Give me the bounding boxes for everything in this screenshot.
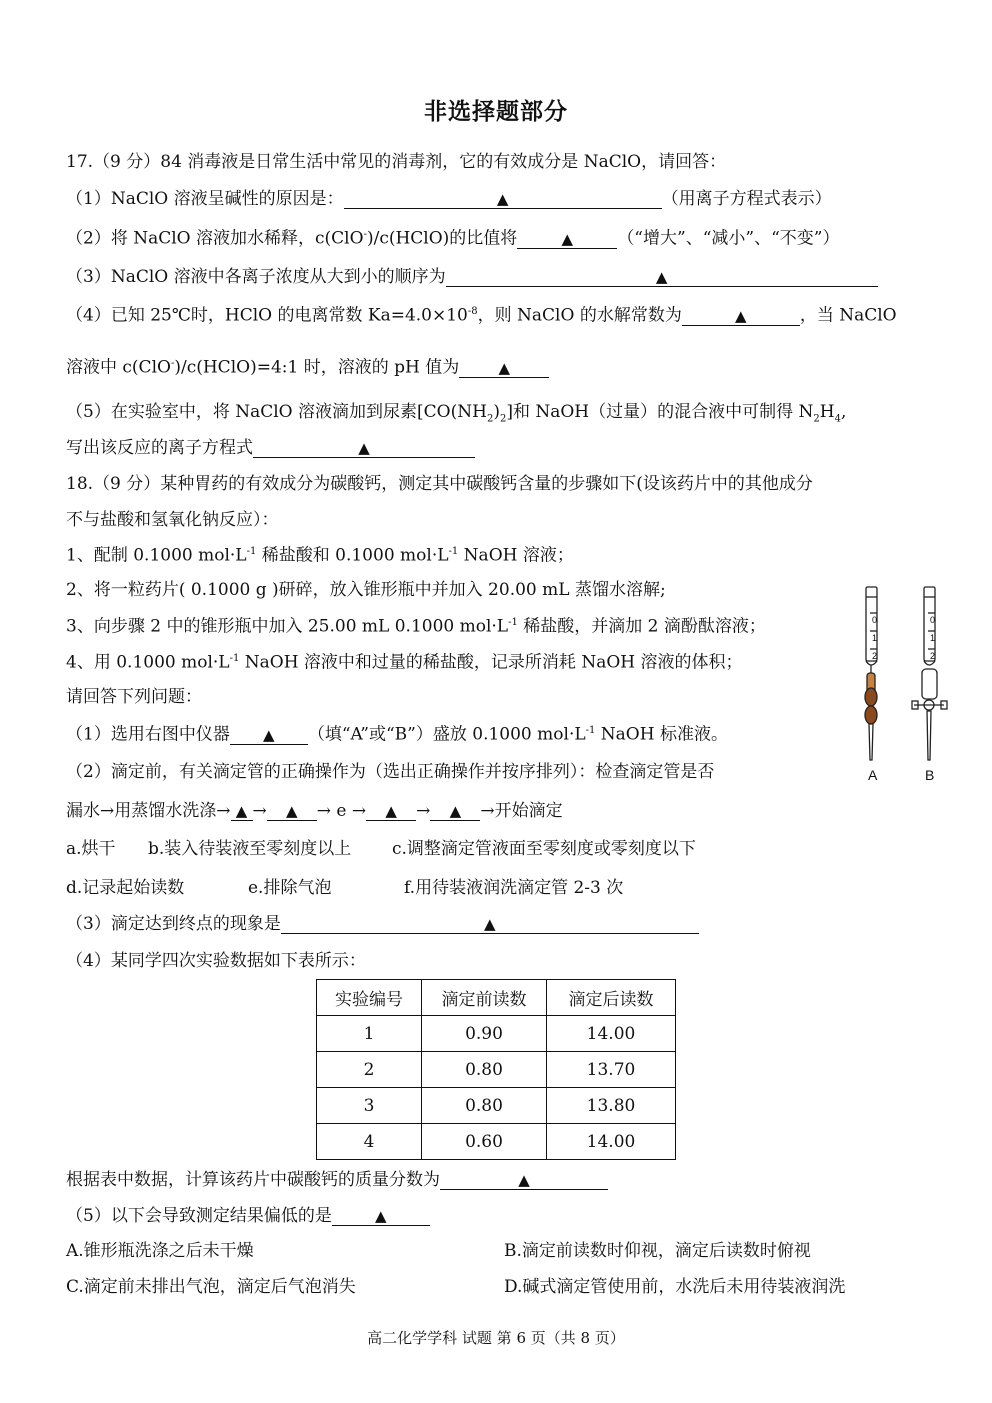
table-row (317, 1016, 676, 1052)
q17-part4: （4）已知 25℃时，HClO 的电离常数 $Ka=4.0\times 10^{-8}$，则 NaClO 的水解常数为 ▲ ，当 NaClO (66, 305, 897, 326)
scale-label: 1 (930, 633, 936, 643)
burette-figure (860, 585, 950, 785)
burette-b (912, 587, 947, 760)
q18-part4: （4）某同学四次实验数据如下表所示： (66, 951, 366, 971)
data-table (316, 979, 676, 1160)
answer-blank[interactable]: ▲ (366, 803, 416, 821)
figure-label-a: A (868, 767, 878, 783)
q18-stem-2: 不与盐酸和氢氧化钠反应）： (66, 510, 279, 530)
option-c: c.调整滴定管液面至零刻度或零刻度以下 (392, 839, 696, 859)
answer-blank[interactable]: ▲ (231, 803, 253, 821)
table-cell: 3 (317, 1088, 422, 1124)
q18-ask: 请回答下列问题： (66, 687, 202, 707)
q18-part2: （2）滴定前，有关滴定管的正确操作为（选出正确操作并按序排列）：检查滴定管是否 (66, 762, 715, 782)
answer-blank[interactable]: ▲ (332, 1208, 430, 1226)
table-cell: 14.00 (547, 1124, 676, 1160)
q17-stem: 17.（9 分）84 消毒液是日常生活中常见的消毒剂，它的有效成分是 NaClO，请回答： (66, 152, 727, 172)
answer-blank[interactable]: ▲ (281, 916, 699, 934)
answer-blank[interactable]: ▲ (253, 440, 475, 458)
table-cell: 13.70 (547, 1052, 676, 1088)
q17-part3: （3）NaClO 溶液中各离子浓度从大到小的顺序为 ▲ (66, 269, 878, 287)
table-cell: 13.80 (547, 1088, 676, 1124)
answer-blank[interactable]: ▲ (230, 727, 308, 745)
table-cell: 0.80 (422, 1052, 547, 1088)
answer-blank[interactable]: ▲ (459, 360, 549, 378)
option-a: a.烘干 (66, 839, 116, 859)
option-f: f.用待装液润洗滴定管 2-3 次 (404, 878, 624, 898)
scale-label: 1 (872, 633, 878, 643)
q17-part1: （1）NaClO 溶液呈碱性的原因是： ▲ （用离子方程式表示） (66, 189, 832, 209)
choice-a: A.锥形瓶洗涤之后未干燥 (66, 1241, 254, 1261)
table-cell: 2 (317, 1052, 422, 1088)
scale-label: 2 (930, 651, 936, 661)
option-e: e.排除气泡 (248, 878, 332, 898)
table-header: 滴定前读数 (422, 980, 547, 1016)
table-row (317, 1088, 676, 1124)
answer-blank[interactable]: ▲ (446, 269, 878, 287)
table-header: 滴定后读数 (547, 980, 676, 1016)
table-cell: 1 (317, 1016, 422, 1052)
answer-blank[interactable]: ▲ (440, 1172, 608, 1190)
q17-part4-cont: 溶液中 c(ClO-)/c(HClO)=4:1 时，溶液的 pH 值为 ▲ (66, 359, 549, 378)
burette-a (865, 587, 877, 760)
answer-blank[interactable]: ▲ (430, 803, 480, 821)
answer-blank[interactable]: ▲ (517, 231, 617, 249)
answer-blank[interactable]: ▲ (682, 308, 800, 326)
choice-b: B.滴定前读数时仰视，滴定后读数时俯视 (504, 1241, 811, 1261)
answer-blank[interactable]: ▲ (267, 803, 317, 821)
q17-part2: （2）将 NaClO 溶液加水稀释，c(ClO-)/c(HClO)的比值将 ▲ （“增大”、“减小”、“不变”） (66, 228, 840, 249)
table-row (317, 1124, 676, 1160)
scale-label: 0 (930, 615, 936, 625)
q17-part5-cont: 写出该反应的离子方程式 ▲ (66, 440, 475, 458)
table-row (317, 1052, 676, 1088)
q18-step-1: 1、配制 0.1000 $mol\cdot L^{-1}$ 稀盐酸和 0.1000 $mol\cdot L^{-1}$ NaOH 溶液； (66, 545, 574, 566)
table-cell: 4 (317, 1124, 422, 1160)
page-footer: 高二化学学科 试题 第 6 页（共 8 页） (367, 1329, 625, 1347)
q17-part5: （5）在实验室中，将 NaClO 溶液滴加到尿素$[CO(NH_2)_2]$和 NaOH（过量）的混合液中可制得 $N_2H_4$, (66, 402, 847, 425)
table-cell: 0.90 (422, 1016, 547, 1052)
q18-part3: （3）滴定达到终点的现象是 ▲ (66, 916, 699, 934)
answer-blank[interactable]: ▲ (344, 191, 662, 209)
option-d: d.记录起始读数 (66, 878, 185, 898)
q18-calc: 根据表中数据，计算该药片中碳酸钙的质量分数为 ▲ (66, 1172, 608, 1190)
q18-step-2: 2、将一粒药片( 0.1000 g )研碎，放入锥形瓶中并加入 20.00 mL 蒸馏水溶解; (66, 580, 666, 600)
table-cell: 0.60 (422, 1124, 547, 1160)
choice-d: D.碱式滴定管使用前，水洗后未用待装液润洗 (504, 1277, 846, 1297)
table-header: 实验编号 (317, 980, 422, 1016)
table-cell: 14.00 (547, 1016, 676, 1052)
table-cell: 0.80 (422, 1088, 547, 1124)
q18-stem-1: 18.（9 分）某种胃药的有效成分为碳酸钙，测定其中碳酸钙含量的步骤如下(设该药片中的其他成分 (66, 474, 813, 494)
q18-part1: （1）选用右图中仪器 ▲ （填“A”或“B”）盛放 0.1000 $mol\cdot L^{-1}$ NaOH 标准液。 (66, 724, 728, 745)
q18-step-4: 4、用 0.1000 $mol\cdot L^{-1}$ NaOH 溶液中和过量的稀盐酸，记录所消耗 NaOH 溶液的体积； (66, 652, 743, 673)
q18-part2-cont: 漏水→用蒸馏水洗涤→ ▲ → ▲ → e → ▲ → ▲ →开始滴定 (66, 801, 563, 821)
section-title: 非选择题部分 (424, 98, 568, 125)
option-b: b.装入待装液至零刻度以上 (148, 839, 352, 859)
table-header-row (317, 980, 676, 1016)
figure-label-b: B (925, 767, 935, 783)
scale-label: 2 (872, 651, 878, 661)
choice-c: C.滴定前未排出气泡，滴定后气泡消失 (66, 1277, 356, 1297)
q18-part5: （5）以下会导致测定结果偏低的是 ▲ (66, 1208, 430, 1226)
scale-label: 0 (872, 615, 878, 625)
q18-step-3: 3、向步骤 2 中的锥形瓶中加入 25.00 mL 0.1000 $mol\cdot L^{-1}$ 稀盐酸，并滴加 2 滴酚酞溶液； (66, 616, 766, 637)
